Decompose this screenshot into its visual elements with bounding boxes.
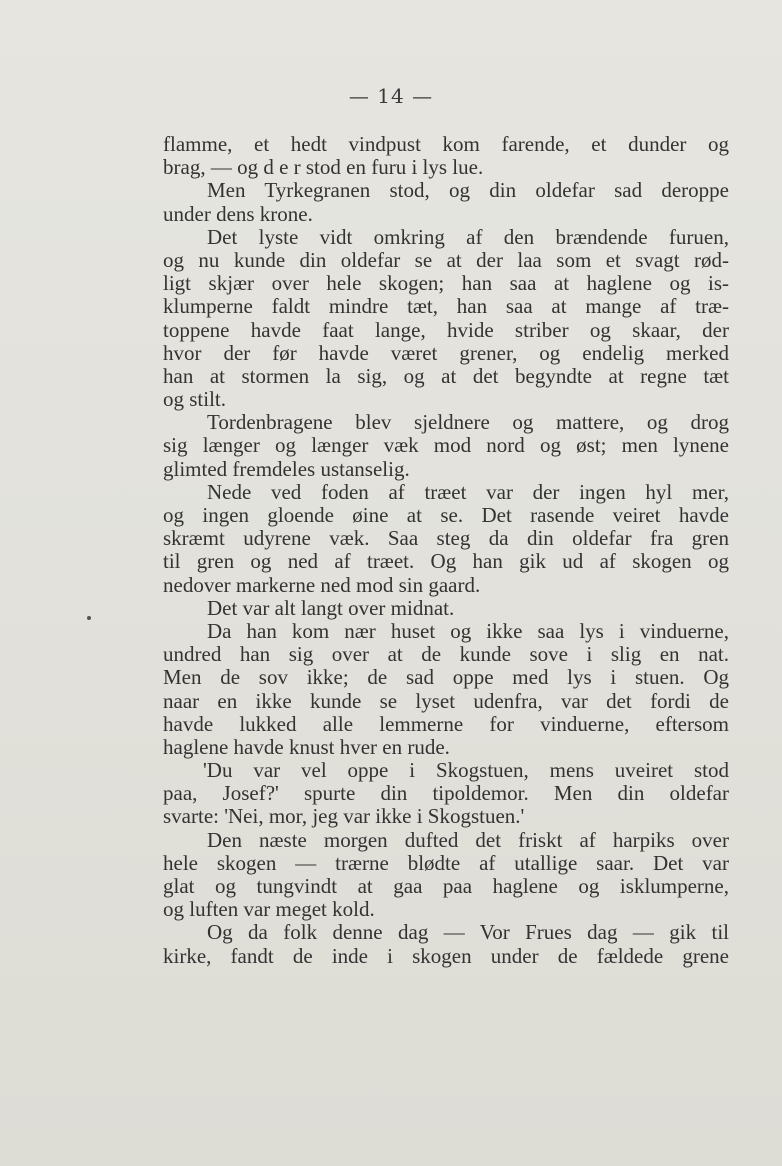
text-line: Da han kom nær huset og ikke saa lys i vinduerne, xyxy=(207,619,729,643)
text-line: han at stormen la sig, og at det begyndte at regne tæt xyxy=(163,364,729,388)
ink-speck xyxy=(87,616,91,620)
text-line: Og da folk denne dag — Vor Frues dag — gik til xyxy=(207,921,729,945)
text-line: Nede ved foden af træet var der ingen hyl mer, xyxy=(207,480,729,504)
text-line: brag, — og d e r stod en furu i lys lue. xyxy=(163,156,484,180)
text-line: klumperne faldt mindre tæt, han saa at mange af træ- xyxy=(163,295,729,319)
text-line: paa, Josef?' spurte din tipoldemor. Men din oldefar xyxy=(163,782,729,806)
text-line: svarte: 'Nei, mor, jeg var ikke i Skogstuen.' xyxy=(163,805,525,829)
text-line: 'Du var vel oppe i Skogstuen, mens uveiret stod xyxy=(203,759,729,783)
text-line: ligt skjær over hele skogen; han saa at haglene og is- xyxy=(163,272,729,296)
text-line: Men Tyrkegranen stod, og din oldefar sad deroppe xyxy=(207,179,729,203)
body-text xyxy=(163,133,729,968)
text-line: undred han sig over at de kunde sove i slig en nat. xyxy=(163,643,729,667)
text-line: og stilt. xyxy=(163,388,227,412)
text-line: under dens krone. xyxy=(163,202,313,226)
page-number: — 14 — xyxy=(348,84,434,108)
text-line: Det var alt langt over midnat. xyxy=(207,596,455,620)
text-line: glat og tungvindt at gaa paa haglene og isklumperne, xyxy=(163,875,729,898)
text-line: skræmt udyrene væk. Saa steg da din oldefar fra gren xyxy=(163,527,729,551)
text-line: Det lyste vidt omkring af den brændende furuen, xyxy=(207,225,729,249)
text-line: toppene havde faat lange, hvide striber og skaar, der xyxy=(163,318,729,342)
text-line: hele skogen — trærne blødte af utallige saar. Det var xyxy=(163,851,729,875)
text-line: kirke, fandt de inde i skogen under de fældede grene xyxy=(163,944,729,968)
text-line: nedover markerne ned mod sin gaard. xyxy=(163,573,481,597)
text-line: havde lukked alle lemmerne for vinduerne, eftersom xyxy=(163,712,729,736)
text-line: hvor der før havde været grener, og endelig merked xyxy=(163,341,729,365)
text-line: sig længer og længer væk mod nord og øst; men lynene xyxy=(163,434,729,458)
text-line: Tordenbragene blev sjeldnere og mattere, og drog xyxy=(207,411,729,435)
text-line: til gren og ned af træet. Og han gik ud af skogen og xyxy=(163,550,729,574)
text-line: og ingen gloende øine at se. Det rasende veiret havde xyxy=(163,504,729,527)
text-line: haglene havde knust hver en rude. xyxy=(163,735,450,759)
text-line: glimted fremdeles ustanselig. xyxy=(163,457,410,481)
text-line: Den næste morgen dufted det friskt af harpiks over xyxy=(207,828,729,852)
text-line: og luften var meget kold. xyxy=(163,898,375,922)
text-line: Men de sov ikke; de sad oppe med lys i stuen. Og xyxy=(163,666,729,690)
text-line: flamme, et hedt vindpust kom farende, et dunder og xyxy=(163,133,729,156)
text-line: naar en ikke kunde se lyset udenfra, var det fordi de xyxy=(163,689,729,713)
text-line: og nu kunde din oldefar se at der laa som et svagt rød- xyxy=(163,248,729,272)
